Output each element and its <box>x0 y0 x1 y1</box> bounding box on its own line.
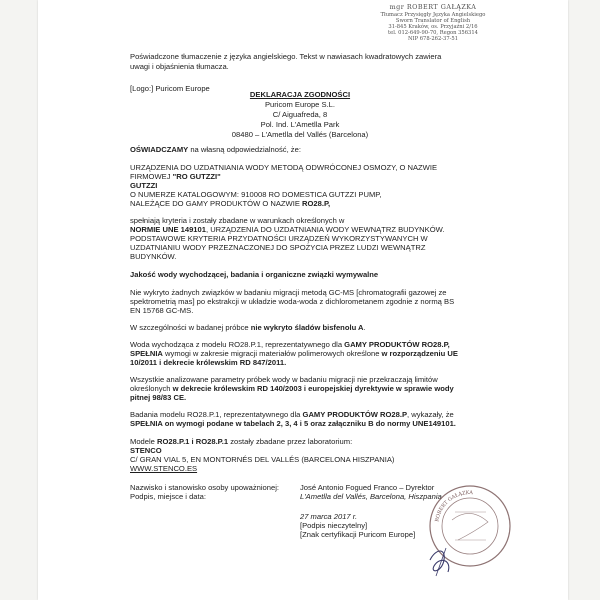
device-range: RO28.P, <box>302 199 331 208</box>
lab-models: RO28.P.1 i RO28.P.1 <box>157 437 229 446</box>
outgoing-complies: SPEŁNIA <box>130 349 163 358</box>
bisphenol-post: . <box>363 323 366 332</box>
outgoing-line-2-mid: wymogi w zakresie migracji materiałów polimerowych określone <box>162 349 382 358</box>
company-street: C/ Aiguafreda, 8 <box>272 110 328 119</box>
intro-line-1: Poświadczone tłumaczenie z języka angielskiego. Tekst w nawiasach kwadratowych zawiera <box>130 52 442 61</box>
signatory-value-1: José Antonio Fogued Franco – Dyrektor <box>300 483 435 492</box>
device-brand: "RO GUTZZI" <box>172 172 221 181</box>
model-test-line-2: SPEŁNIA on wymogi podane w tabelach 2, 3, 4 i 5 oraz załączniku B do normy UNE149101. <box>130 419 456 428</box>
migration-line-2: spektrometrią mas] po ekstrakcji w układzie woda-woda z dichlorometanem zgodnie z normą BS <box>130 297 455 306</box>
outgoing-regulation: w rozporządzeniu UE <box>381 349 458 358</box>
model-test-pre: Badania modelu RO28.P.1, reprezentatywnego dla <box>130 410 303 419</box>
logo-note: [Logo:] Puricom Europe <box>130 84 210 93</box>
signature-note: [Podpis nieczytelny] <box>300 521 368 530</box>
signing-date: 27 marca 2017 r. <box>300 512 358 521</box>
params-decree: w dekrecie królewskim RD 140/2003 i europejskiej dyrektywie w sprawie wody <box>172 384 454 393</box>
migration-line-3: EN 15768 GC-MS. <box>130 306 194 315</box>
quality-heading: Jakość wody wychodzącej, badania i organiczne związki wymywalne <box>130 270 379 279</box>
criteria-line-4: UZDATNIANIU WODY PRZEZNACZONEJ DO SPOŻYCIA PRZEZ LUDZI WEWNĄTRZ <box>130 243 426 252</box>
device-line-1: URZĄDZENIA DO UZDATNIANIA WODY METODĄ ODWRÓCONEJ OSMOZY, O NAZWIE <box>130 163 438 172</box>
bisphenol-bold: nie wykryto śladów bisfenolu A <box>250 323 364 332</box>
stamp-line-4: tel. 012-649-90-70, Regon 356314 <box>388 29 478 36</box>
criteria-line-1: spełniają kryteria i zostały zbadane w warunkach określonych w <box>130 216 345 225</box>
stamp-line-2: Sworn Translator of English <box>395 17 471 24</box>
criteria-line-5: BUDYNKÓW. <box>130 252 177 261</box>
company-city: 08480 – L'Ametlla del Vallés (Barcelona) <box>231 130 369 139</box>
criteria-line-3: PODSTAWOWE KRYTERIA PRZYDATNOŚCI URZĄDZEŃ WYKORZYSTYWANYCH W <box>130 234 428 243</box>
device-line-4: O NUMERZE KATALOGOWYM: 910008 RO DOMESTICA GUTZZI PUMP, <box>130 190 382 199</box>
migration-line-1: Nie wykryto żadnych związków w badaniu migracji metodą GC-MS [chromatografii gazowej ze <box>130 288 447 297</box>
lab-name: STENCO <box>130 446 162 455</box>
outgoing-line-1-pre: Woda wychodząca z modelu RO28.P.1, reprezentatywnego dla <box>130 340 345 349</box>
svg-text:ROBERT GAŁĄZKA <box>434 490 473 522</box>
bisphenol-pre: W szczególności w badanej próbce <box>130 323 251 332</box>
company-park: Pol. Ind. L'Ametlla Park <box>260 120 340 129</box>
device-line-3: GUTZZI <box>130 181 158 190</box>
declare-rest: na własną odpowiedzialność, że: <box>188 145 301 154</box>
lab-post: zostały zbadane przez laboratorium: <box>228 437 353 446</box>
device-line-5-pre: NALEŻĄCE DO GAMY PRODUKTÓW O NAZWIE <box>130 199 303 208</box>
signatory-value-2: L'Ametlla del Vallés, Barcelona, Hiszpania <box>300 492 442 501</box>
signatory-label-1: Nazwisko i stanowisko osoby upoważnionej: <box>130 483 279 492</box>
params-line-1: Wszystkie analizowane parametry próbek wody w badaniu migracji nie przekraczają limitów <box>130 375 438 384</box>
stamp-line-5: NIP 678-262-37-51 <box>408 35 458 42</box>
model-test-post: , wykazały, że <box>407 410 454 419</box>
stamp-line-3: 31-845 Kraków, os. Przyjaźni 2/16 <box>388 23 478 30</box>
stamp-name: mgr ROBERT GAŁĄZKA <box>389 3 477 11</box>
lab-pre: Modele <box>130 437 158 446</box>
declare-bold: OŚWIADCZAMY <box>130 145 189 154</box>
params-line-3: pitnej 98/83 CE. <box>130 393 187 402</box>
intro-line-2: uwagi i objaśnienia tłumacza. <box>130 62 229 71</box>
company-name: Puricom Europe S.L. <box>264 100 336 109</box>
seal-ring-text: ROBERT GAŁĄZKA <box>434 489 474 523</box>
outgoing-line-3: 10/2011 i dekrecie królewskim RD 847/2011. <box>130 358 287 367</box>
signatory-label-2: Podpis, miejsce i data: <box>130 492 206 501</box>
translator-round-seal <box>430 486 510 566</box>
mark-note: [Znak certyfikacji Puricom Europe] <box>300 530 416 539</box>
criteria-norm: NORMIE UNE 149101 <box>130 225 206 234</box>
outgoing-range: GAMY PRODUKTÓW RO28.P, <box>344 340 450 349</box>
model-test-range: GAMY PRODUKTÓW RO28.P <box>302 410 408 419</box>
criteria-line-2-rest: , URZĄDZENIA DO UZDATNIANIA WODY WEWNĄTRZ BUDYNKÓW. <box>205 225 445 234</box>
params-line-2-pre: określonych <box>130 384 173 393</box>
stamp-line-1: Tłumacz Przysięgły Języka Angielskiego <box>380 11 486 18</box>
declaration-title: DEKLARACJA ZGODNOŚCI <box>249 90 351 99</box>
lab-address: C/ GRAN VIAL 5, EN MONTORNÉS DEL VALLÉS (BARCELONA HISZPANIA) <box>130 455 395 464</box>
device-line-2-pre: FIRMOWEJ <box>130 172 173 181</box>
lab-website: WWW.STENCO.ES <box>130 464 198 473</box>
